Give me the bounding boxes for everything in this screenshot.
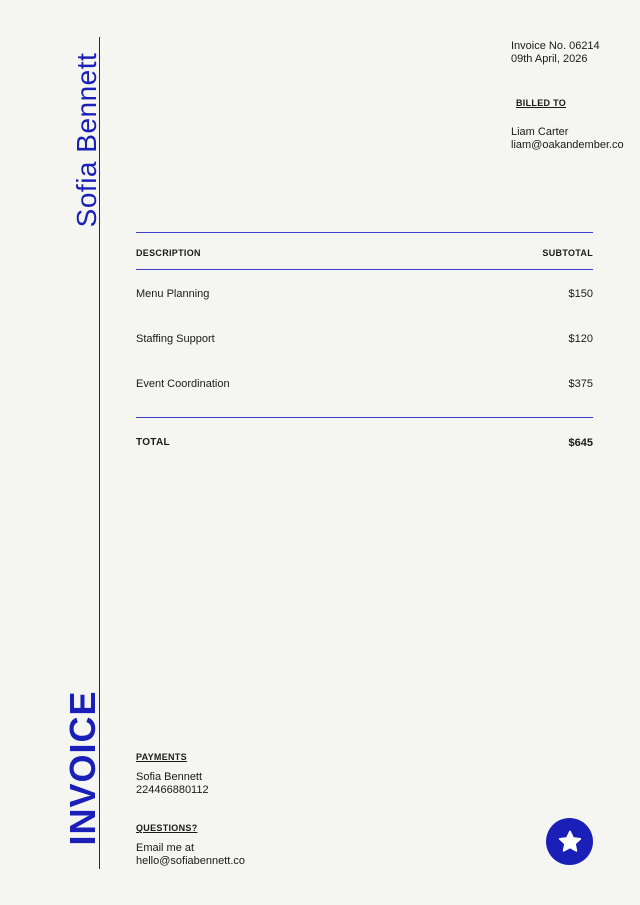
row-amount: $120 — [568, 333, 593, 345]
row-amount: $150 — [568, 288, 593, 300]
column-header-description: DESCRIPTION — [136, 248, 201, 258]
document-heading: INVOICE — [62, 690, 103, 846]
row-description: Staffing Support — [136, 333, 215, 345]
table-top-divider — [136, 232, 593, 233]
questions-email[interactable]: hello@sofiabennett.co — [136, 855, 246, 867]
questions-info — [136, 842, 245, 868]
payments-info — [136, 771, 209, 797]
questions-label: QUESTIONS? — [136, 823, 198, 833]
table-row — [136, 288, 593, 304]
star-badge — [546, 818, 593, 865]
row-description: Menu Planning — [136, 288, 210, 300]
star-icon — [557, 829, 583, 855]
total-amount: $645 — [568, 437, 593, 449]
row-description: Event Coordination — [136, 378, 230, 390]
invoice-date: 09th April, 2026 — [511, 53, 588, 65]
total-label: TOTAL — [136, 437, 170, 448]
column-header-subtotal: SUBTOTAL — [542, 248, 593, 258]
billed-to-label: BILLED TO — [516, 98, 567, 108]
sender-name: Sofia Bennett — [71, 52, 102, 228]
billed-to-email: liam@oakandember.co — [511, 139, 624, 151]
table-row — [136, 378, 593, 394]
invoice-meta — [511, 40, 600, 66]
table-header-divider — [136, 269, 593, 270]
payments-name: Sofia Bennett — [136, 771, 203, 783]
billed-to-name: Liam Carter — [511, 126, 569, 138]
row-amount: $375 — [568, 378, 593, 390]
invoice-number: Invoice No. 06214 — [511, 40, 600, 52]
payments-label: PAYMENTS — [136, 752, 187, 762]
payments-account: 224466880112 — [136, 784, 209, 796]
billed-to-info — [511, 126, 624, 152]
questions-line: Email me at — [136, 842, 195, 854]
table-bottom-divider — [136, 417, 593, 418]
table-row — [136, 333, 593, 349]
